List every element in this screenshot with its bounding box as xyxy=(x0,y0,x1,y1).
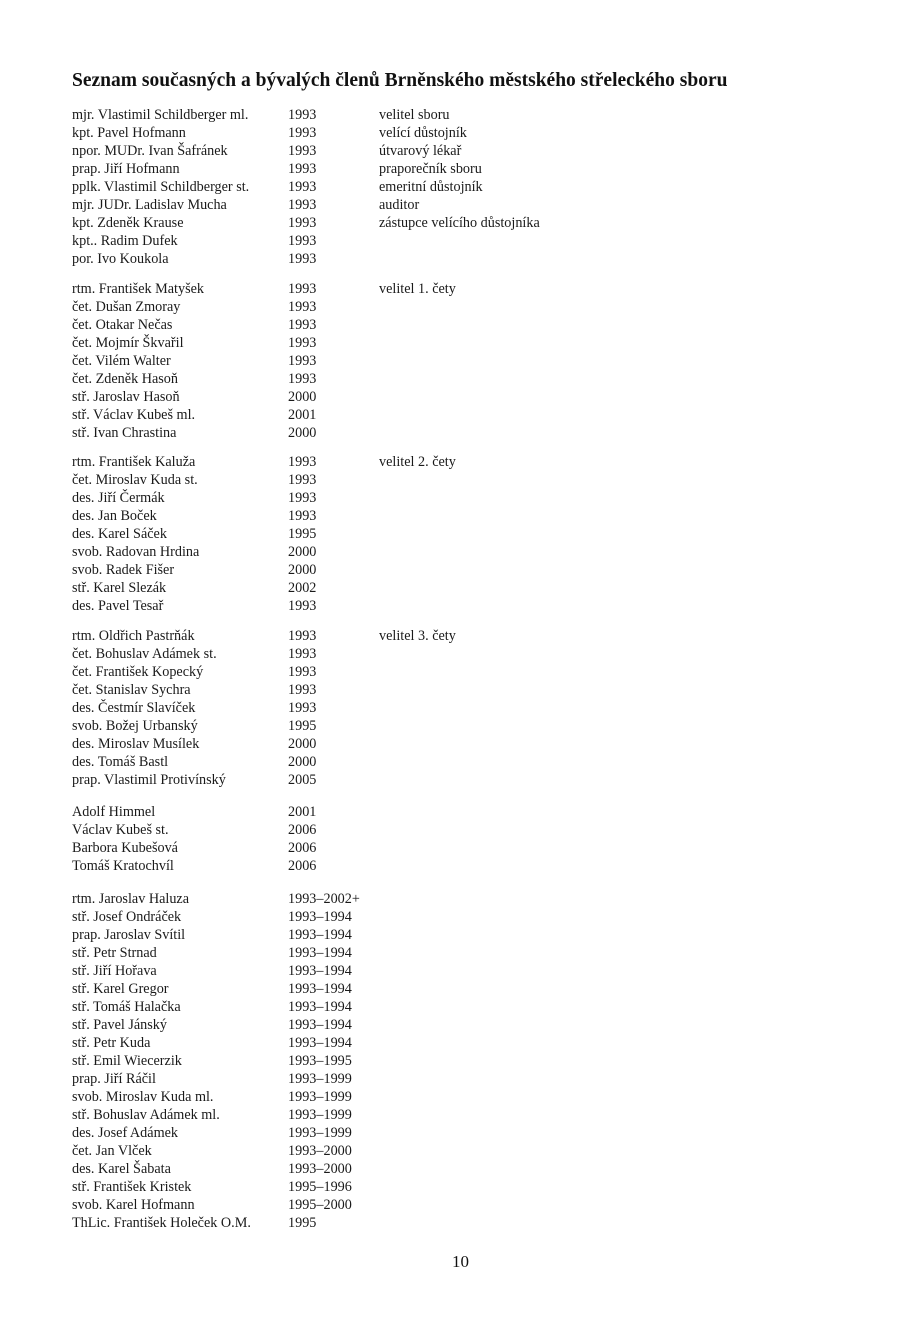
member-row xyxy=(72,232,672,250)
member-row xyxy=(72,250,672,268)
member-row xyxy=(72,1142,672,1160)
member-row xyxy=(72,489,672,507)
member-row xyxy=(72,124,672,142)
member-name: rtm. Oldřich Pastrňák xyxy=(72,628,195,644)
member-year: 1995–1996 xyxy=(288,1179,352,1195)
member-name: rtm. František Kaluža xyxy=(72,454,196,470)
member-year: 1993 xyxy=(288,700,317,716)
member-row xyxy=(72,944,672,962)
member-year: 2006 xyxy=(288,840,317,856)
member-row xyxy=(72,178,672,196)
member-name: kpt. Zdeněk Krause xyxy=(72,215,184,231)
member-year: 1993 xyxy=(288,371,317,387)
member-name: rtm. Jaroslav Haluza xyxy=(72,891,190,907)
member-name: des. Karel Šabata xyxy=(72,1161,171,1177)
member-section-1 xyxy=(72,106,672,268)
member-name: prap. Jaroslav Svítil xyxy=(72,927,186,943)
member-year: 2006 xyxy=(288,858,317,874)
member-year: 1993–1999 xyxy=(288,1071,352,1087)
member-year: 1993 xyxy=(288,281,317,297)
member-name: des. Josef Adámek xyxy=(72,1125,178,1141)
member-name: Adolf Himmel xyxy=(72,804,156,820)
member-row xyxy=(72,998,672,1016)
member-row xyxy=(72,543,672,561)
member-year: 1993 xyxy=(288,233,317,249)
member-name: rtm. František Matyšek xyxy=(72,281,205,297)
member-row xyxy=(72,196,672,214)
member-year: 1993 xyxy=(288,472,317,488)
member-name: svob. Radovan Hrdina xyxy=(72,544,200,560)
member-name: stř. Emil Wiecerzik xyxy=(72,1053,182,1069)
member-row xyxy=(72,388,672,406)
member-year: 1993 xyxy=(288,454,317,470)
member-name: čet. Jan Vlček xyxy=(72,1143,152,1159)
member-name: čet. Miroslav Kuda st. xyxy=(72,472,198,488)
member-row xyxy=(72,579,672,597)
member-year: 1993–1994 xyxy=(288,981,352,997)
member-name: svob. Božej Urbanský xyxy=(72,718,198,734)
member-row xyxy=(72,699,672,717)
member-year: 1993 xyxy=(288,598,317,614)
member-name: stř. Bohuslav Adámek ml. xyxy=(72,1107,220,1123)
member-row xyxy=(72,525,672,543)
member-name: stř. Petr Strnad xyxy=(72,945,157,961)
member-row xyxy=(72,735,672,753)
member-row xyxy=(72,507,672,525)
member-year: 2000 xyxy=(288,754,317,770)
member-row xyxy=(72,160,672,178)
member-year: 2006 xyxy=(288,822,317,838)
member-year: 2000 xyxy=(288,389,317,405)
member-name: stř. Ivan Chrastina xyxy=(72,425,177,441)
member-row xyxy=(72,857,672,875)
member-year: 1993 xyxy=(288,161,317,177)
member-row xyxy=(72,803,672,821)
member-year: 1993–2002+ xyxy=(288,891,360,907)
member-row xyxy=(72,370,672,388)
member-name: čet. Stanislav Sychra xyxy=(72,682,191,698)
member-row xyxy=(72,424,672,442)
member-year: 1993–2000 xyxy=(288,1161,352,1177)
member-name: npor. MUDr. Ivan Šafránek xyxy=(72,143,228,159)
member-year: 1993 xyxy=(288,353,317,369)
member-role: velitel 3. čety xyxy=(379,628,456,644)
member-name: stř. Karel Gregor xyxy=(72,981,169,997)
member-year: 1993 xyxy=(288,251,317,267)
member-name: mjr. JUDr. Ladislav Mucha xyxy=(72,197,227,213)
member-year: 1993–1994 xyxy=(288,927,352,943)
member-name: svob. Karel Hofmann xyxy=(72,1197,195,1213)
member-row xyxy=(72,406,672,424)
member-year: 2000 xyxy=(288,736,317,752)
member-name: svob. Radek Fišer xyxy=(72,562,175,578)
member-name: kpt. Pavel Hofmann xyxy=(72,125,186,141)
member-year: 2005 xyxy=(288,772,317,788)
member-year: 1993 xyxy=(288,335,317,351)
member-row xyxy=(72,597,672,615)
member-row xyxy=(72,753,672,771)
member-year: 1993 xyxy=(288,490,317,506)
member-row xyxy=(72,1016,672,1034)
member-row xyxy=(72,1052,672,1070)
member-year: 1993–1995 xyxy=(288,1053,352,1069)
member-row xyxy=(72,1196,672,1214)
member-row xyxy=(72,1124,672,1142)
member-row xyxy=(72,1106,672,1124)
member-year: 1993 xyxy=(288,664,317,680)
member-row xyxy=(72,1088,672,1106)
member-year: 1993 xyxy=(288,299,317,315)
member-name: čet. František Kopecký xyxy=(72,664,204,680)
member-row xyxy=(72,926,672,944)
member-role: auditor xyxy=(379,197,420,213)
member-row xyxy=(72,839,672,857)
member-name: des. Karel Sáček xyxy=(72,526,167,542)
member-year: 1993–1994 xyxy=(288,999,352,1015)
member-name: des. Tomáš Bastl xyxy=(72,754,169,770)
member-name: kpt.. Radim Dufek xyxy=(72,233,178,249)
member-row xyxy=(72,298,672,316)
member-name: des. Miroslav Musílek xyxy=(72,736,200,752)
member-role: emeritní důstojník xyxy=(379,179,483,195)
member-name: Tomáš Kratochvíl xyxy=(72,858,174,874)
member-year: 1993 xyxy=(288,682,317,698)
member-name: stř. Jaroslav Hasoň xyxy=(72,389,180,405)
member-row xyxy=(72,471,672,489)
member-name: čet. Dušan Zmoray xyxy=(72,299,181,315)
page-number: 10 xyxy=(452,1252,469,1271)
member-section-2 xyxy=(72,280,672,442)
member-row xyxy=(72,1178,672,1196)
member-name: čet. Mojmír Škvařil xyxy=(72,335,184,351)
member-row xyxy=(72,453,672,471)
member-year: 2000 xyxy=(288,425,317,441)
member-year: 1993–1994 xyxy=(288,1035,352,1051)
member-name: des. Čestmír Slavíček xyxy=(72,700,196,716)
member-year: 1993 xyxy=(288,125,317,141)
member-name: mjr. Vlastimil Schildberger ml. xyxy=(72,107,249,123)
member-year: 1995–2000 xyxy=(288,1197,352,1213)
member-year: 1995 xyxy=(288,718,317,734)
member-section-3 xyxy=(72,453,672,615)
member-row xyxy=(72,681,672,699)
member-year: 1995 xyxy=(288,1215,317,1231)
member-name: stř. Jiří Hořava xyxy=(72,963,157,979)
member-name: prap. Vlastimil Protivínský xyxy=(72,772,226,788)
member-name: des. Pavel Tesař xyxy=(72,598,164,614)
member-name: svob. Miroslav Kuda ml. xyxy=(72,1089,214,1105)
member-name: čet. Vilém Walter xyxy=(72,353,171,369)
member-year: 1993 xyxy=(288,179,317,195)
member-row xyxy=(72,717,672,735)
member-row xyxy=(72,1070,672,1088)
member-row xyxy=(72,821,672,839)
member-name: čet. Zdeněk Hasoň xyxy=(72,371,178,387)
member-role: praporečník sboru xyxy=(379,161,482,177)
member-name: prap. Jiří Ráčil xyxy=(72,1071,156,1087)
member-year: 2001 xyxy=(288,407,317,423)
member-name: čet. Bohuslav Adámek st. xyxy=(72,646,217,662)
member-year: 1993 xyxy=(288,628,317,644)
member-role: velitel 1. čety xyxy=(379,281,456,297)
member-role: zástupce velícího důstojníka xyxy=(379,215,540,231)
member-row xyxy=(72,645,672,663)
member-year: 1993 xyxy=(288,107,317,123)
member-row xyxy=(72,214,672,232)
member-row xyxy=(72,316,672,334)
member-name: prap. Jiří Hofmann xyxy=(72,161,180,177)
member-row xyxy=(72,663,672,681)
page-title: Seznam současných a bývalých členů Brněnského městského střeleckého sboru xyxy=(72,70,728,91)
member-name: stř. Václav Kubeš ml. xyxy=(72,407,196,423)
member-row xyxy=(72,280,672,298)
member-name: stř. Petr Kuda xyxy=(72,1035,151,1051)
member-row xyxy=(72,106,672,124)
member-name: pplk. Vlastimil Schildberger st. xyxy=(72,179,250,195)
member-year: 1993 xyxy=(288,317,317,333)
member-row xyxy=(72,1214,672,1232)
member-role: velící důstojník xyxy=(379,125,467,141)
member-year: 1993–1999 xyxy=(288,1107,352,1123)
member-row xyxy=(72,142,672,160)
member-name: Václav Kubeš st. xyxy=(72,822,169,838)
member-year: 1993–1999 xyxy=(288,1089,352,1105)
member-year: 1993–1994 xyxy=(288,909,352,925)
member-year: 1993–1994 xyxy=(288,963,352,979)
member-year: 1993–1994 xyxy=(288,945,352,961)
member-role: velitel sboru xyxy=(379,107,450,123)
member-row xyxy=(72,1160,672,1178)
member-year: 1993 xyxy=(288,508,317,524)
member-name: stř. Josef Ondráček xyxy=(72,909,182,925)
member-section-6 xyxy=(72,890,672,1232)
member-row xyxy=(72,352,672,370)
member-row xyxy=(72,561,672,579)
member-row xyxy=(72,334,672,352)
member-year: 1993 xyxy=(288,197,317,213)
member-name: stř. František Kristek xyxy=(72,1179,192,1195)
member-row xyxy=(72,627,672,645)
member-row xyxy=(72,771,672,789)
member-year: 2000 xyxy=(288,544,317,560)
member-name: stř. Pavel Jánský xyxy=(72,1017,167,1033)
member-year: 1993–2000 xyxy=(288,1143,352,1159)
member-year: 1993 xyxy=(288,646,317,662)
member-name: čet. Otakar Nečas xyxy=(72,317,173,333)
member-row xyxy=(72,980,672,998)
member-row xyxy=(72,962,672,980)
member-year: 2002 xyxy=(288,580,317,596)
member-name: por. Ivo Koukola xyxy=(72,251,169,267)
member-role: velitel 2. čety xyxy=(379,454,456,470)
member-name: stř. Tomáš Halačka xyxy=(72,999,181,1015)
member-year: 1993 xyxy=(288,215,317,231)
member-row xyxy=(72,908,672,926)
member-name: Barbora Kubešová xyxy=(72,840,178,856)
member-year: 1993 xyxy=(288,143,317,159)
member-section-5 xyxy=(72,803,672,875)
member-name: des. Jan Boček xyxy=(72,508,157,524)
member-role: útvarový lékař xyxy=(379,143,462,159)
member-name: stř. Karel Slezák xyxy=(72,580,167,596)
member-row xyxy=(72,890,672,908)
member-year: 1993–1994 xyxy=(288,1017,352,1033)
member-year: 2000 xyxy=(288,562,317,578)
member-year: 2001 xyxy=(288,804,317,820)
member-section-4 xyxy=(72,627,672,789)
member-year: 1993–1999 xyxy=(288,1125,352,1141)
member-name: ThLic. František Holeček O.M. xyxy=(72,1215,251,1231)
member-year: 1995 xyxy=(288,526,317,542)
member-name: des. Jiří Čermák xyxy=(72,490,165,506)
member-row xyxy=(72,1034,672,1052)
